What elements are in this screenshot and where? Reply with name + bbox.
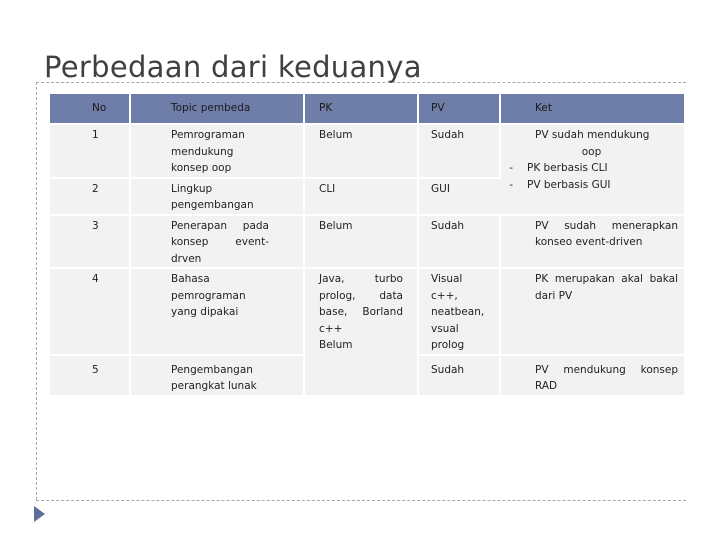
ket-bullet	[509, 177, 678, 194]
cell-topic: Penerapan pada konsep event-drven	[130, 215, 304, 269]
header-no: No	[50, 94, 130, 124]
ket-bullet-dash: -	[509, 178, 513, 191]
cell-ket: PK merupakan akal bakal dari PV	[500, 268, 684, 355]
cell-no: 3	[50, 215, 130, 269]
header-pk: PK	[304, 94, 418, 124]
cell-no: 1	[50, 124, 130, 178]
header-pv: PV	[418, 94, 500, 124]
table-header-row	[50, 94, 684, 124]
cell-pk: Belum	[304, 124, 418, 178]
cell-no: 2	[50, 178, 130, 215]
cell-ket-1-2	[500, 124, 684, 215]
ket-bullet-dash: -	[509, 162, 513, 174]
top-divider	[36, 82, 686, 83]
bottom-divider	[36, 500, 686, 501]
table-row	[50, 124, 684, 178]
cell-pk: Java, turbo prolog, data base, Borland c++	[319, 273, 403, 335]
cell-topic: Pengembangan perangkat lunak	[130, 355, 304, 395]
ket-bullet-text: PK berbasis CLI	[527, 162, 608, 174]
cell-pv: GUI	[418, 178, 500, 215]
cell-pk: Belum	[304, 215, 418, 269]
cell-topic: Lingkup pengembangan	[130, 178, 304, 215]
table-row	[50, 215, 684, 269]
ket-bullet	[509, 160, 678, 177]
slide-marker-icon	[34, 506, 45, 522]
cell-pv: Sudah	[418, 355, 500, 395]
header-topic: Topic pembeda	[130, 94, 304, 124]
ket-line: oop	[581, 145, 602, 158]
ket-line: PV sudah mendukung	[535, 129, 650, 141]
cell-topic: Bahasa pemrograman yang dipakai	[130, 268, 304, 355]
cell-topic: Pemrograman mendukung konsep oop	[130, 124, 304, 178]
cell-pv: Visual c++, neatbean, vsual prolog	[418, 268, 500, 355]
cell-pv: Sudah	[418, 215, 500, 269]
left-divider	[36, 82, 37, 500]
cell-no: 4	[50, 268, 130, 355]
table-row	[50, 268, 684, 355]
cell-pv: Sudah	[418, 124, 500, 178]
cell-ket: PV sudah menerapkan konseo event-driven	[500, 215, 684, 269]
cell-pk-4-5	[304, 268, 418, 395]
cell-pk: Belum	[319, 339, 353, 351]
cell-ket: PV mendukung konsep RAD	[500, 355, 684, 395]
page-title: Perbedaan dari keduanya	[44, 50, 422, 84]
ket-bullet-text: PV berbasis GUI	[527, 178, 611, 191]
cell-no: 5	[50, 355, 130, 395]
cell-pk: CLI	[304, 178, 418, 215]
header-ket: Ket	[500, 94, 684, 124]
comparison-table	[50, 94, 684, 395]
